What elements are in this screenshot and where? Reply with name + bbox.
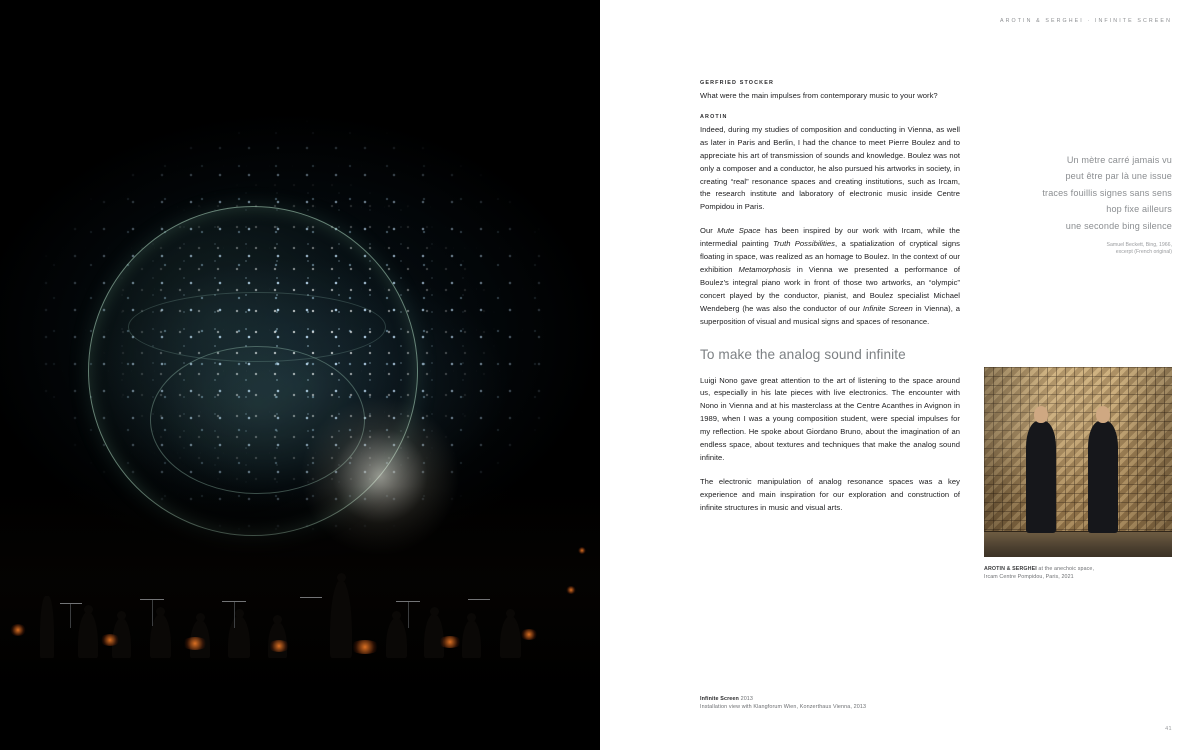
stage-light-ember: [268, 640, 290, 652]
person-silhouette-arotin: [1026, 421, 1056, 533]
quote-line: hop fixe ailleurs: [1106, 204, 1172, 215]
caption-anechoic-photo: [984, 566, 1172, 582]
musician-silhouette: [228, 616, 250, 658]
music-stand: [300, 597, 322, 598]
caption-second-line: Ircam Centre Pompidou, Paris, 2021: [984, 573, 1074, 580]
italic-title-infinite-screen: Infinite Screen: [862, 303, 913, 313]
stage-light-ember: [350, 640, 380, 654]
quote-line: une seconde bing silence: [1065, 220, 1172, 231]
answer-paragraph-mute-space: [700, 225, 960, 328]
caption-second-line: Installation view with Klangforum Wien, Konzerthaus Vienna, 2013: [700, 703, 867, 710]
quote-source-line: excerpt (French original): [1115, 249, 1172, 256]
musician-silhouette: [462, 620, 481, 658]
quote-line: peut être par là une issue: [1065, 171, 1172, 182]
musician-silhouette: [150, 614, 171, 658]
quote-line: traces fouillis signes sans sens: [1042, 187, 1172, 198]
music-stand-pole: [408, 602, 409, 628]
caption-work-year: 2013: [738, 695, 754, 702]
music-stand: [468, 599, 490, 600]
stage-light-ember: [438, 636, 462, 648]
musician-silhouette: [500, 616, 521, 658]
stage-light-ember: [578, 547, 586, 554]
musician-silhouette: [386, 618, 407, 658]
stage-light-ember: [566, 586, 576, 594]
harp-silhouette: [40, 596, 54, 658]
conductor-silhouette: [330, 580, 352, 658]
answer-paragraph-electronic: The electronic manipulation of analog resonance spaces was a key experience and main inspiration for our exploration and construction of infinite structures in music and visual arts.: [700, 476, 960, 512]
answer-paragraph-nono: Luigi Nono gave great attention to the art of listening to the space around us, especially in his late pieces with live electronics. The encounter with Nono in Vienna and at his masterclass at the Centre Acanthes in Avignon in 1989, when I was a young composition student, were special impulses for my reflection. He spoke about Giordano Bruno, about the imagination of an endless space, about textures and techniques that make the analog sound infinite.: [700, 375, 960, 462]
chamber-floor: [984, 531, 1172, 557]
question-paragraph: What were the main impulses from contemporary music to your work?: [700, 91, 938, 100]
italic-title-mute-space: Mute Space: [717, 226, 761, 236]
section-subheading: To make the analog sound infinite: [700, 346, 906, 362]
music-stand-pole: [70, 604, 71, 628]
musician-silhouette: [78, 612, 98, 658]
italic-title-truth-possibilities: Truth Possibilities: [773, 239, 836, 249]
beckett-quote-block: [992, 152, 1172, 257]
quote-line: Un mètre carré jamais vu: [1066, 155, 1172, 165]
text-run: Our: [700, 226, 718, 236]
stage-light-ember: [520, 629, 538, 640]
caption-concert-photo: [700, 695, 1000, 711]
text-run: has been inspired by our work with Ircam, while the intermedial painting: [700, 226, 960, 249]
stage-light-ember: [182, 637, 208, 650]
text-run: , a spatialization of cryptical signs floating in space, was realized as an homage to Boulez. In the context of our exhibition: [700, 239, 960, 274]
quote-source-line: Samuel Beckett, Bing, 1966,: [1106, 242, 1172, 249]
page-number: 41: [1165, 726, 1172, 732]
speaker-label-arotin: AROTIN: [700, 113, 728, 120]
stage-light-ember: [100, 634, 120, 646]
caption-artists-name: AROTIN & SERGHEI: [984, 566, 1037, 572]
italic-title-metamorphosis: Metamorphosis: [738, 264, 791, 274]
music-stand-pole: [234, 602, 235, 628]
text-run: in Vienna), a superposition of visual and musical signs and spaces of resonance.: [700, 303, 960, 326]
musician-silhouette: [424, 614, 444, 658]
caption-work-title: Infinite Screen: [700, 695, 739, 702]
text-run: in Vienna we presented a performance of Boulez’s integral piano work in front of those two artworks, an “olympic” concert played by the conductor, pianist, and Boulez specialist Michael Wendeberg (he was also the conductor of our: [700, 264, 960, 313]
answer-paragraph-boulez: Indeed, during my studies of composition and conducting in Vienna, as well as later in Paris and Berlin, I had the chance to meet Pierre Boulez and to appreciate his art of transmission of sounds and knowledge. Boulez was not only a composer and a conductor, he also pursued his artworks in society, in creating “real” resonance spaces and creating institutions, such as Ircam, the research institute and laboratory of electronic music inside Centre Pompidou in Paris.: [700, 124, 960, 212]
running-head: AROTIN & SERGHEI · INFINITE SCREEN: [999, 18, 1172, 24]
stage-light-ember: [10, 624, 26, 636]
orchestra-silhouettes: [0, 528, 600, 658]
photo-lighting-overlay: [984, 367, 1172, 557]
quote-source: [992, 242, 1172, 257]
speaker-label-stocker: GERFRIED STOCKER: [700, 80, 775, 86]
anechoic-chamber-photo: [984, 367, 1172, 557]
main-text-column: [700, 80, 960, 526]
music-stand-pole: [152, 600, 153, 626]
right-page: [600, 0, 1200, 750]
music-stand: [60, 603, 82, 604]
concert-installation-photo: [0, 96, 600, 696]
person-silhouette-serghei: [1088, 421, 1118, 533]
caption-text: at the anechoic space,: [1036, 566, 1095, 572]
